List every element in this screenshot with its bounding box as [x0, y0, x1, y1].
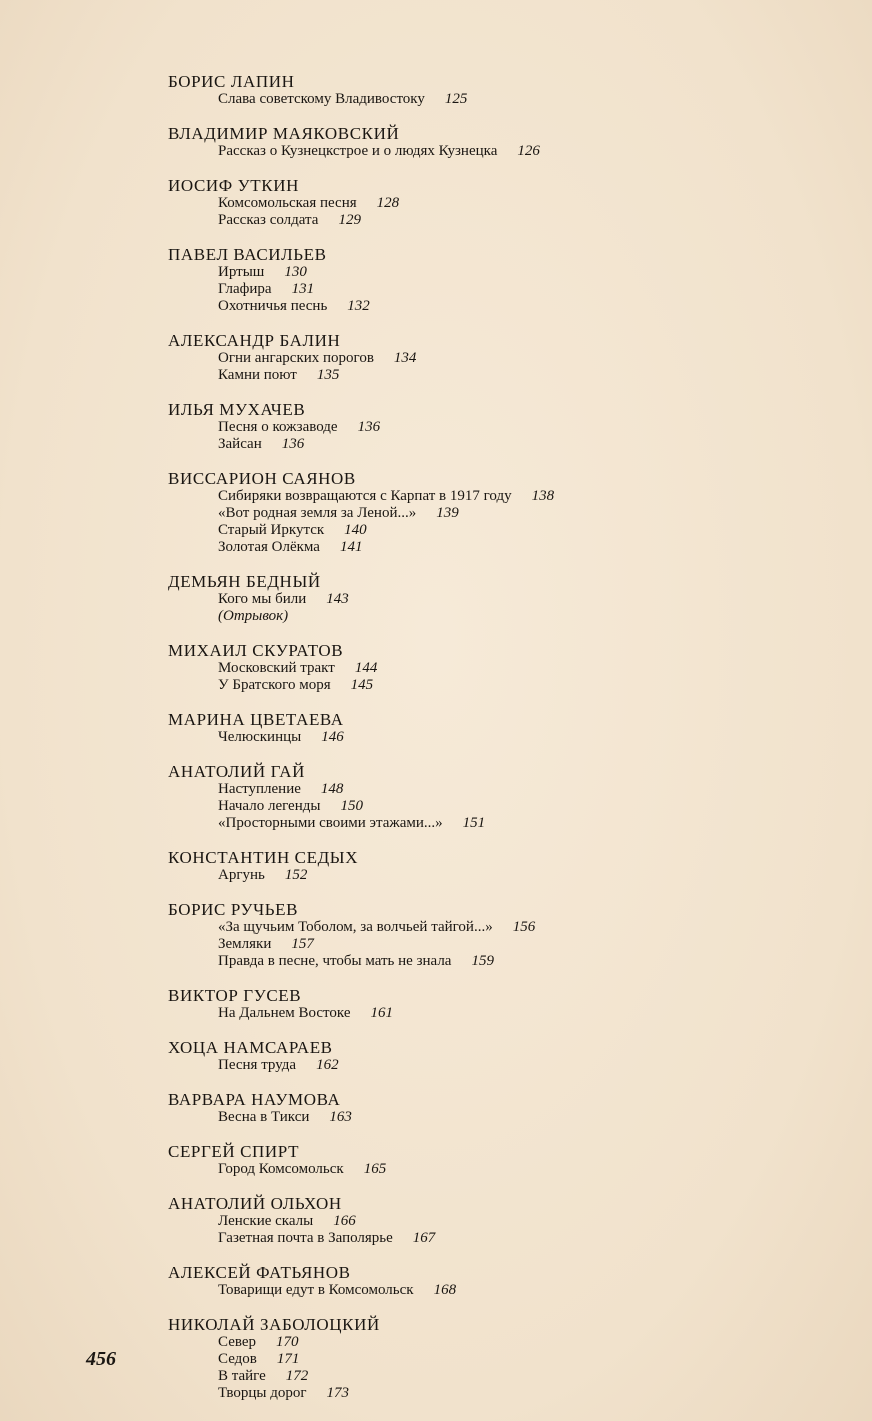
work-line — [218, 488, 808, 505]
work-title: В тайге — [218, 1368, 266, 1384]
work-line — [218, 1282, 808, 1299]
work-line — [218, 505, 808, 522]
work-line — [218, 298, 808, 315]
author-name: МИХАИЛ СКУРАТОВ — [168, 641, 344, 660]
work-page-number: 171 — [276, 1351, 300, 1367]
works-list — [218, 660, 808, 694]
work-title: «За щучьим Тоболом, за волчьей тайгой...» — [218, 919, 493, 935]
works-list — [218, 591, 808, 625]
work-line — [218, 367, 808, 384]
work-title: Ленские скалы — [218, 1213, 314, 1229]
work-line — [218, 953, 808, 970]
works-list — [218, 867, 808, 884]
work-page-number: 134 — [393, 350, 417, 366]
toc-entry — [168, 245, 808, 315]
work-page-number: 129 — [338, 212, 361, 228]
author-name: ХОЦА НАМСАРАЕВ — [168, 1038, 333, 1057]
author-name: ИЛЬЯ МУХАЧЕВ — [168, 400, 306, 419]
work-title: Старый Иркутск — [218, 522, 325, 538]
works-list — [218, 419, 808, 453]
works-list — [218, 1213, 808, 1247]
work-page-number: 165 — [363, 1161, 387, 1177]
work-line — [218, 1368, 808, 1385]
table-of-contents — [168, 72, 808, 1418]
work-page-number: 150 — [340, 798, 363, 814]
work-title: Песня о кожзаводе — [218, 419, 338, 435]
work-page-number: 148 — [320, 781, 344, 797]
work-line — [218, 1385, 808, 1402]
works-list — [218, 1005, 808, 1022]
work-line — [218, 143, 808, 160]
toc-entry — [168, 1315, 808, 1402]
work-title: Кого мы били — [218, 591, 307, 607]
work-title: Рассказ солдата — [218, 212, 319, 228]
author-name: АНАТОЛИЙ ГАЙ — [168, 762, 305, 781]
work-line — [218, 539, 808, 556]
work-title: Зайсан — [218, 436, 262, 452]
work-page-number: 144 — [354, 660, 378, 676]
author-name: ДЕМЬЯН БЕДНЫЙ — [168, 572, 321, 591]
toc-entry — [168, 710, 808, 746]
work-title: Седов — [218, 1351, 257, 1367]
toc-entry — [168, 469, 808, 556]
work-page-number: 140 — [344, 522, 367, 538]
work-title: Товарищи едут в Комсомольск — [218, 1282, 414, 1298]
toc-entry — [168, 1090, 808, 1126]
work-line — [218, 660, 808, 677]
work-line — [218, 91, 808, 108]
works-list — [218, 350, 808, 384]
works-list — [218, 91, 808, 108]
work-title: У Братского моря — [218, 677, 331, 693]
work-line — [218, 212, 808, 229]
author-name: БОРИС РУЧЬЕВ — [168, 900, 299, 919]
work-page-number: 146 — [321, 729, 344, 745]
page-number: 456 — [86, 1348, 116, 1370]
toc-entry — [168, 176, 808, 229]
author-name: ВИССАРИОН САЯНОВ — [168, 469, 356, 488]
work-page-number: 132 — [347, 298, 370, 314]
work-page-number: 135 — [316, 367, 340, 383]
author-name: АЛЕКСАНДР БАЛИН — [168, 331, 341, 350]
work-page-number: 170 — [276, 1334, 299, 1350]
work-page-number: 161 — [370, 1005, 393, 1021]
works-list — [218, 264, 808, 315]
work-line — [218, 1230, 808, 1247]
works-list — [218, 729, 808, 746]
toc-entry — [168, 848, 808, 884]
work-page-number: 151 — [462, 815, 486, 831]
work-page-number: 152 — [284, 867, 308, 883]
work-title: Весна в Тикси — [218, 1109, 310, 1125]
work-page-number: 163 — [329, 1109, 352, 1125]
work-line — [218, 522, 808, 539]
works-list — [218, 781, 808, 832]
work-title: Камни поют — [218, 367, 297, 383]
work-line — [218, 419, 808, 436]
toc-entry — [168, 1038, 808, 1074]
author-name: МАРИНА ЦВЕТАЕВА — [168, 710, 344, 729]
work-line — [218, 1057, 808, 1074]
work-page-number: 139 — [436, 505, 459, 521]
work-line — [218, 781, 808, 798]
work-line — [218, 264, 808, 281]
work-title: Рассказ о Кузнецкстрое и о людях Кузнецка — [218, 143, 498, 159]
work-title: Север — [218, 1334, 256, 1350]
author-name: ВАРВАРА НАУМОВА — [168, 1090, 341, 1109]
work-title: Творцы дорог — [218, 1385, 307, 1401]
author-name: ИОСИФ УТКИН — [168, 176, 299, 195]
toc-entry — [168, 572, 808, 625]
work-title: Московский тракт — [218, 660, 335, 676]
works-list — [218, 143, 808, 160]
work-page-number: 131 — [291, 281, 315, 297]
author-name: ВЛАДИМИР МАЯКОВСКИЙ — [168, 124, 400, 143]
work-title: Газетная почта в Заполярье — [218, 1230, 393, 1246]
toc-entry — [168, 331, 808, 384]
work-page-number: 125 — [444, 91, 468, 107]
work-title: Земляки — [218, 936, 272, 952]
author-name: НИКОЛАЙ ЗАБОЛОЦКИЙ — [168, 1315, 380, 1334]
work-line — [218, 815, 808, 832]
work-line — [218, 281, 808, 298]
toc-entry — [168, 1263, 808, 1299]
work-line — [218, 867, 808, 884]
works-list — [218, 1161, 808, 1178]
work-page-number: 128 — [376, 195, 400, 211]
toc-entry — [168, 900, 808, 970]
works-list — [218, 1109, 808, 1126]
work-line — [218, 608, 808, 625]
work-line — [218, 1213, 808, 1230]
author-name: СЕРГЕЙ СПИРТ — [168, 1142, 300, 1161]
work-line — [218, 1005, 808, 1022]
work-line — [218, 919, 808, 936]
work-line — [218, 798, 808, 815]
work-title: Наступление — [218, 781, 301, 797]
work-title: Слава советскому Владивостоку — [218, 91, 425, 107]
works-list — [218, 195, 808, 229]
work-page-number: 162 — [316, 1057, 339, 1073]
work-title: Комсомольская песня — [218, 195, 357, 211]
works-list — [218, 919, 808, 970]
work-line — [218, 936, 808, 953]
work-line — [218, 350, 808, 367]
work-line — [218, 729, 808, 746]
work-line — [218, 1334, 808, 1351]
toc-entry — [168, 72, 808, 108]
work-title: «Просторными своими этажами...» — [218, 815, 443, 831]
work-line — [218, 1109, 808, 1126]
works-list — [218, 1334, 808, 1402]
work-title: Иртыш — [218, 264, 265, 280]
work-title: Аргунь — [218, 867, 265, 883]
work-line — [218, 1161, 808, 1178]
work-page-number: 141 — [339, 539, 363, 555]
author-name: БОРИС ЛАПИН — [168, 72, 295, 91]
work-page-number: 136 — [281, 436, 305, 452]
toc-entry — [168, 762, 808, 832]
work-page-number: 136 — [357, 419, 381, 435]
work-title: «Вот родная земля за Леной...» — [218, 505, 417, 521]
work-title: Золотая Олёкма — [218, 539, 320, 555]
work-page-number: 168 — [433, 1282, 457, 1298]
work-title: Сибиряки возвращаются с Карпат в 1917 году — [218, 488, 512, 504]
works-list — [218, 1282, 808, 1299]
work-page-number: 145 — [350, 677, 374, 693]
work-page-number: 138 — [531, 488, 555, 504]
work-title: (Отрывок) — [218, 608, 289, 624]
work-page-number: 166 — [333, 1213, 356, 1229]
work-page-number: 156 — [512, 919, 536, 935]
work-line — [218, 1351, 808, 1368]
work-line — [218, 195, 808, 212]
work-line — [218, 436, 808, 453]
toc-entry — [168, 986, 808, 1022]
work-page-number: 173 — [326, 1385, 350, 1401]
work-line — [218, 591, 808, 608]
work-title: Глафира — [218, 281, 272, 297]
work-title: Правда в песне, чтобы мать не знала — [218, 953, 452, 969]
work-title: Начало легенды — [218, 798, 321, 814]
work-page-number: 126 — [517, 143, 540, 159]
toc-entry — [168, 1142, 808, 1178]
toc-entry — [168, 641, 808, 694]
work-title: Город Комсомольск — [218, 1161, 344, 1177]
author-name: ВИКТОР ГУСЕВ — [168, 986, 302, 1005]
author-name: ПАВЕЛ ВАСИЛЬЕВ — [168, 245, 327, 264]
toc-entry — [168, 1194, 808, 1247]
author-name: АНАТОЛИЙ ОЛЬХОН — [168, 1194, 342, 1213]
work-page-number: 157 — [291, 936, 314, 952]
toc-entry — [168, 400, 808, 453]
work-page-number: 130 — [284, 264, 307, 280]
work-title: На Дальнем Востоке — [218, 1005, 351, 1021]
work-page-number: 159 — [471, 953, 494, 969]
work-line — [218, 677, 808, 694]
work-page-number: 167 — [412, 1230, 436, 1246]
work-page-number: 172 — [285, 1368, 309, 1384]
work-title: Челюскинцы — [218, 729, 302, 745]
work-title: Огни ангарских порогов — [218, 350, 374, 366]
works-list — [218, 488, 808, 556]
author-name: КОНСТАНТИН СЕДЫХ — [168, 848, 359, 867]
work-title: Песня труда — [218, 1057, 297, 1073]
works-list — [218, 1057, 808, 1074]
work-title: Охотничья песнь — [218, 298, 328, 314]
toc-entry — [168, 124, 808, 160]
work-page-number: 143 — [326, 591, 349, 607]
author-name: АЛЕКСЕЙ ФАТЬЯНОВ — [168, 1263, 351, 1282]
